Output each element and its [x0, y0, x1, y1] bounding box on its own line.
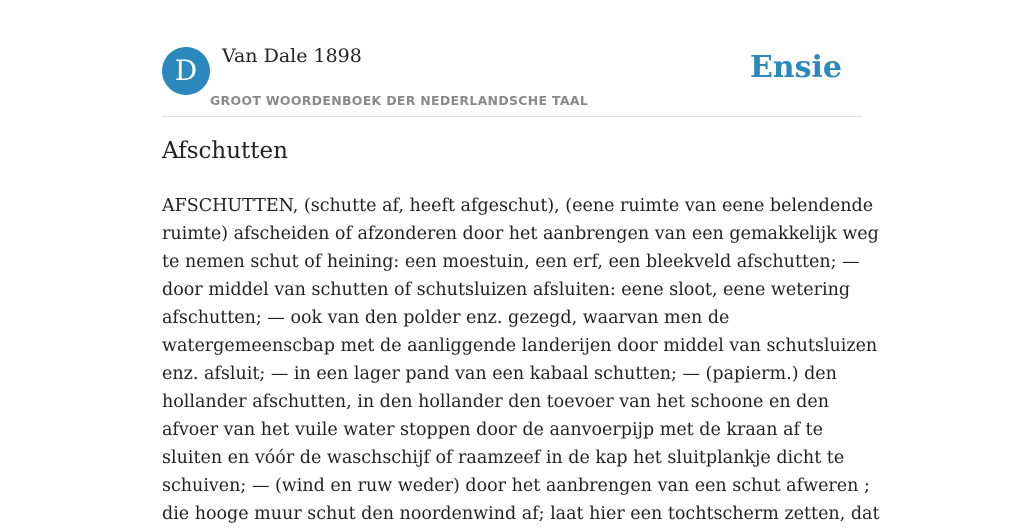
- dictionary-subtitle: GROOT WOORDENBOEK DER NEDERLANDSCHE TAAL: [210, 93, 589, 108]
- entry-line: te nemen schut of heining: een moestuin, een erf, een bleekveld afschutten; —: [162, 252, 860, 272]
- dictionary-title[interactable]: Van Dale 1898: [222, 45, 362, 67]
- entry-line: schuiven; — (wind en ruw weder) door het aanbrengen van een schut afweren ;: [162, 476, 870, 496]
- entry-line: die hooge muur schut den noordenwind af; laat hier een tochtscherm zetten, dat: [162, 504, 880, 524]
- entry-line: hollander afschutten, in den hollander den toevoer van het schoone en den: [162, 392, 829, 412]
- ensie-logo[interactable]: Ensie: [749, 50, 842, 85]
- entry-line: afschutten; — ook van den polder enz. gezegd, waarvan men de: [162, 308, 730, 328]
- entry-line: ruimte) afscheiden of afzonderen door het aanbrengen van een gemakkelijk weg: [162, 224, 879, 244]
- entry-line: AFSCHUTTEN, (schutte af, heeft afgeschut), (eene ruimte van eene belendende: [162, 196, 874, 216]
- entry-line: sluiten en vóór de waschschijf of raamzeef in de kap het sluitplankje dicht te: [162, 448, 845, 468]
- entry-line: afvoer van het vuile water stoppen door de aanvoerpijp met de kraan af te: [162, 420, 823, 440]
- entry-title: Afschutten: [162, 138, 288, 164]
- entry-line: enz. afsluit; — in een lager pand van een kabaal schutten; — (papierm.) den: [162, 364, 837, 384]
- entry-line: door middel van schutten of schutsluizen afsluiten: eene sloot, eene wetering: [162, 280, 851, 300]
- dictionary-avatar[interactable]: D: [162, 47, 210, 95]
- entry-body: [162, 192, 880, 524]
- header: [162, 0, 862, 117]
- entry-line: watergemeenscbap met de aanliggende landerijen door middel van schutsluizen: [162, 336, 878, 356]
